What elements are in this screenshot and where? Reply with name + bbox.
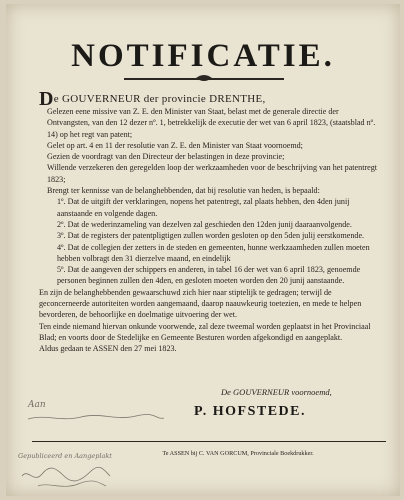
paragraph: Gezien de voordragt van den Directeur der belastingen in deze provincie; xyxy=(47,152,285,162)
printer-footer: Te ASSEN bij C. VAN GORCUM, Provinciale Boekdrukker. xyxy=(162,450,314,457)
ornament-icon xyxy=(196,74,212,82)
closing-paragraph: Ten einde niemand hiervan onkunde voorwende, zal deze tweemal worden geplaatst in het Provinciaal Blad; en voorts door de Stedelijke en Gemeente Besturen worden afgekondigd en aangeplakt. xyxy=(39,321,371,342)
closing-paragraph: En zijn de belanghebbenden gewaarschuwd zich hier naar stiptelijk te gedragen; terwijl de geconcerneerde autoriteiten worden aangemaand, daarop naauwkeurig toetezien, en mede te helpen bevorderen, de behoorlijke en doelmatige uitvoering der wet. xyxy=(39,287,362,320)
list-item: 2º. Dat de wederinzameling van dezelven zal geschieden den 12den junij daaraanvolgende. xyxy=(57,219,352,229)
signature-name: P. HOFSTEDE. xyxy=(194,404,307,419)
signature-title: De GOUVERNEUR voornoemd, xyxy=(221,387,332,397)
drop-cap: D xyxy=(39,88,54,110)
list-item: 3º. Dat de registers der patentpligtigen zullen worden gesloten op den 5den julij eerstkomende. xyxy=(57,231,365,241)
paragraph: Brengt ter kennisse van de belanghebbenden, dat bij resolutie van heden, is bepaald: xyxy=(47,186,320,196)
list-item: 4º. Dat de collegien der zetters in de steden en gemeenten, hunne werkzaamheden zullen moeten hebben volbragt den 31 dierzelve maand, en eindelijk xyxy=(57,242,370,263)
lead-line xyxy=(39,88,383,110)
handwritten-annotation: Gepubliceerd en Aangeplakt xyxy=(18,452,112,460)
handwritten-scribble xyxy=(26,412,166,424)
handwritten-signature xyxy=(18,462,113,492)
notice-title: NOTIFICATIE. xyxy=(71,38,335,74)
list-item: 5º. Dat de aangeven der schippers en anderen, in tabel 16 der wet van 6 april 1823, genoemde personen beginnen zullen den 4den, en gesloten moeten worden den 20 junij aanstaande. xyxy=(57,265,361,286)
list-item: 1º. Dat de uitgift der verklaringen, nopens het patentregt, zal plaats hebben, den 4den junij aanstaande en volgende dagen. xyxy=(57,197,350,218)
paragraph: Gelet op art. 4 en 11 der resolutie van Z. E. den Minister van Staat voornoemd; xyxy=(47,140,303,150)
closing-paragraph: Aldus gedaan te ASSEN den 27 mei 1823. xyxy=(39,344,177,354)
paragraph: Willende verzekeren den geregelden loop der werkzaamheden voor de beschrijving van het patentregt 1823; xyxy=(47,163,378,184)
notice-sheet xyxy=(6,4,400,496)
handwritten-note: Aan xyxy=(28,400,46,410)
footer-rule xyxy=(32,441,386,442)
paragraph: Gelezen eene missive van Z. E. den Minister van Staat, belast met de generale directie der Ontvangsten, van den 12 dezer nº. 1, betrekkelijk de executie der wet van 6 april 1823, (staatsblad nº. 14) op het regt van patent; xyxy=(47,107,376,139)
notice-body xyxy=(39,88,383,355)
lead-text: e GOUVERNEUR der provincie DRENTHE, xyxy=(53,93,266,105)
